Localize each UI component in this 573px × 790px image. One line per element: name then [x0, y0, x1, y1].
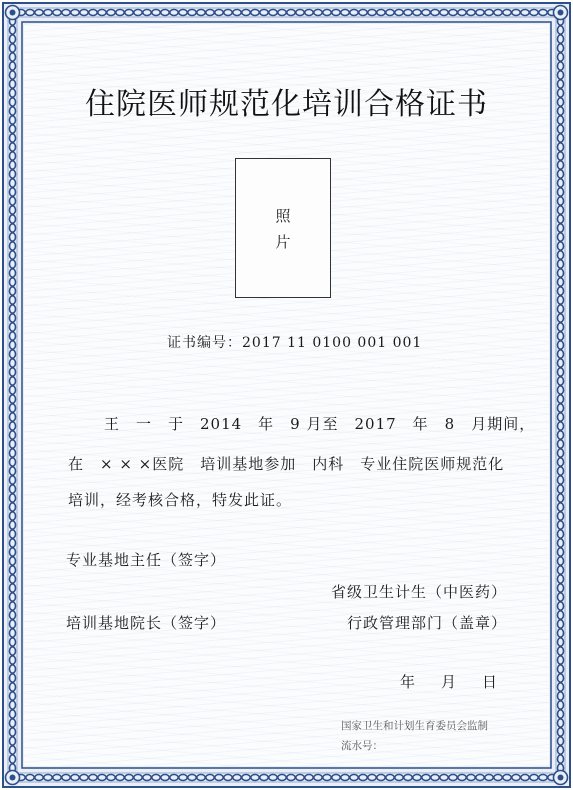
- body-line-2: 在 × × ×医院 培训基地参加 内科 专业住院医师规范化: [68, 455, 505, 473]
- body-line-1: 王 一 于 2014 年 9 月至 2017 年 8 月期间，: [104, 415, 536, 433]
- provincial-dept-line-2: 行政管理部门（盖章）: [346, 614, 507, 632]
- photo-label-1: 照: [275, 207, 291, 225]
- issue-date: [400, 671, 497, 692]
- body-line-3: 培训，经考核合格，特发此证。: [68, 491, 293, 509]
- photo-placeholder: [235, 158, 331, 298]
- base-director-signature: 专业基地主任（签字）: [66, 551, 227, 569]
- footer-serial: 流水号：: [341, 740, 383, 752]
- date-day: 日: [482, 673, 498, 691]
- date-month: 月: [441, 673, 457, 691]
- training-dean-signature: 培训基地院长（签字）: [66, 614, 227, 632]
- certificate-title: 住院医师规范化培训合格证书: [85, 87, 488, 122]
- certificate-background: [24, 24, 549, 766]
- date-year: 年: [400, 673, 416, 691]
- footer-supervisor: 国家卫生和计划生育委员会监制: [341, 720, 488, 732]
- provincial-dept-line-1: 省级卫生计生（中医药）: [330, 583, 507, 601]
- footer: [341, 716, 488, 756]
- certificate-number: 证书编号：2017 11 0100 001 001: [167, 335, 423, 351]
- photo-label-2: 片: [275, 233, 291, 251]
